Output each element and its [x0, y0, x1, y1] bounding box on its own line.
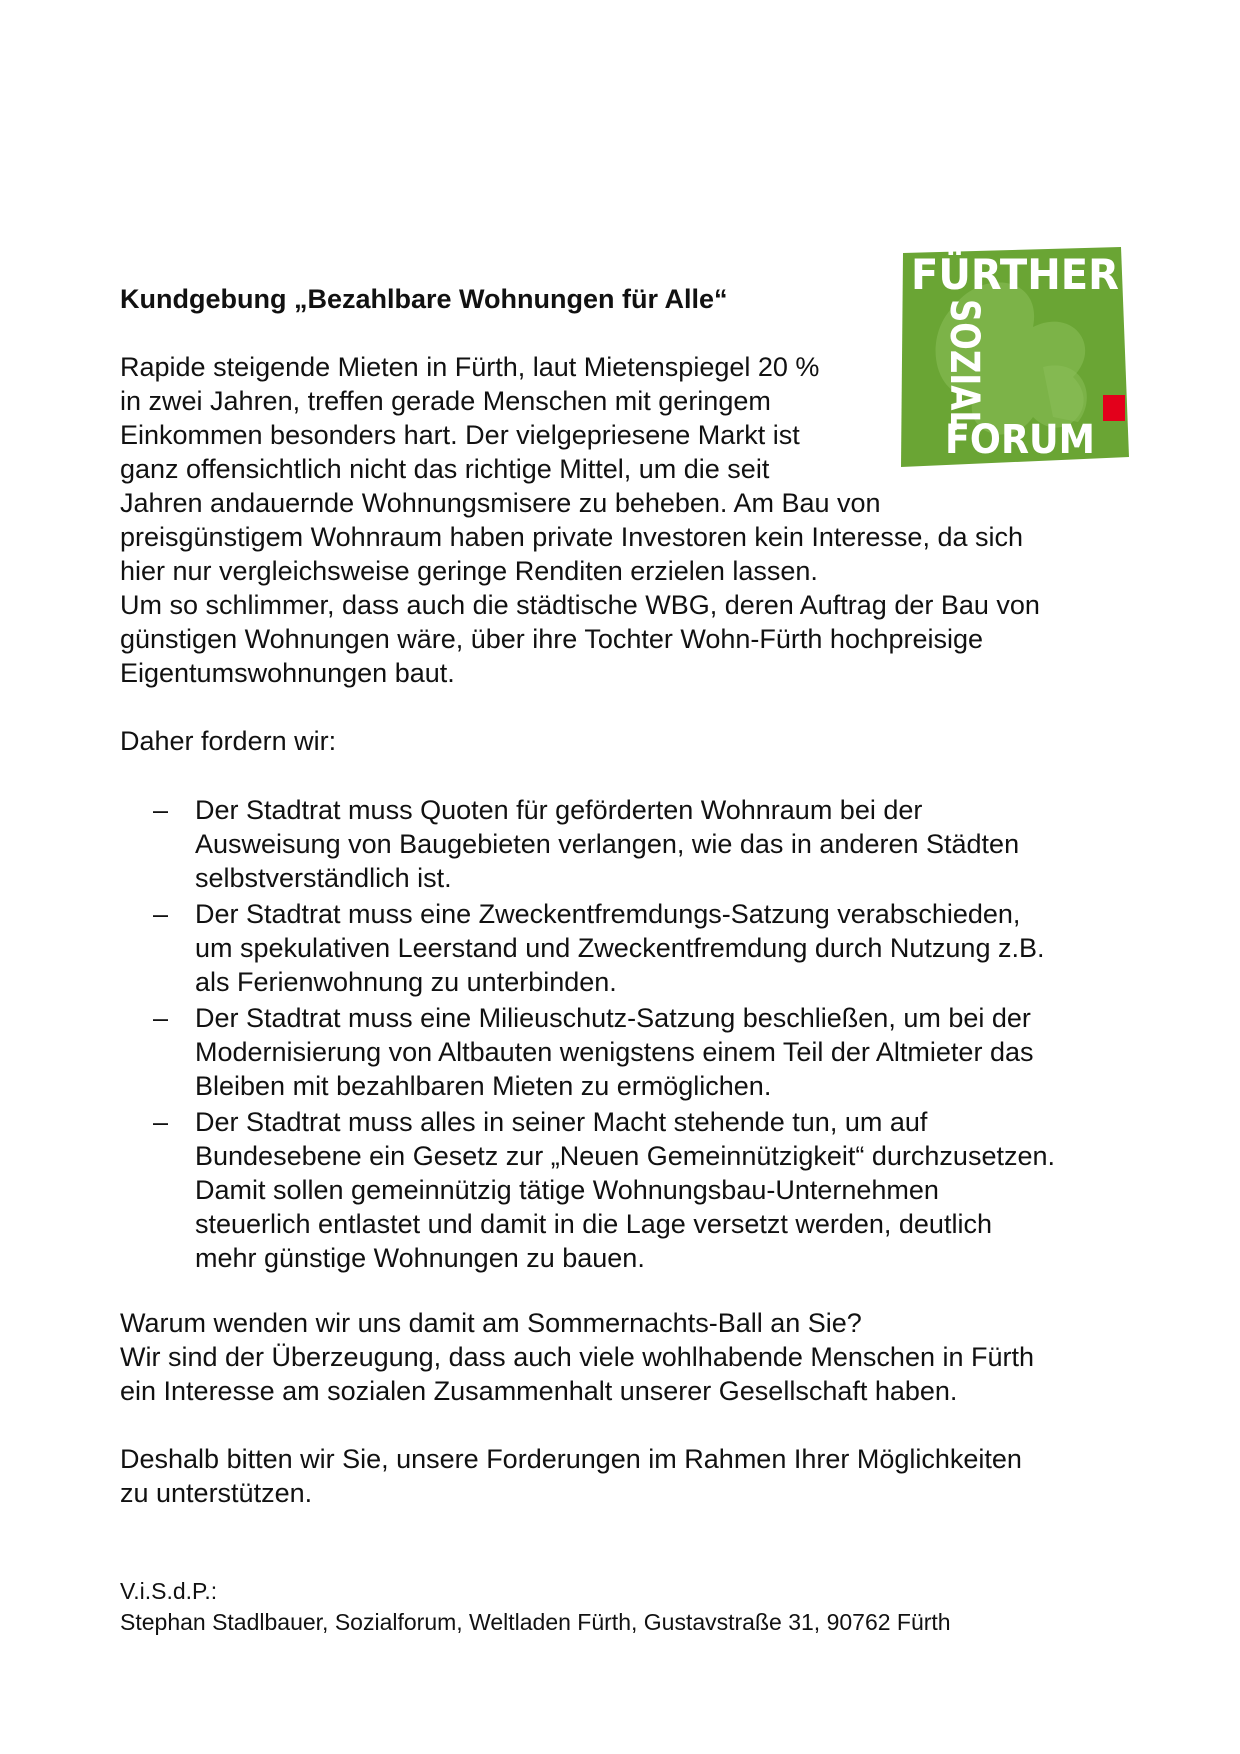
intro-line: ganz offensichtlich nicht das richtige Mittel, um die seit — [120, 454, 770, 484]
list-item-line: mehr günstige Wohnungen zu bauen. — [195, 1243, 645, 1273]
list-item-line: Der Stadtrat muss eine Milieuschutz-Satzung beschließen, um bei der — [195, 1003, 1031, 1033]
intro-line: Um so schlimmer, dass auch die städtische WBG, deren Auftrag der Bau von — [120, 590, 1040, 620]
dash-bullet: – — [153, 899, 169, 929]
demands-heading: Daher fordern wir: — [120, 726, 337, 756]
dash-bullet: – — [153, 1003, 169, 1033]
intro-line: Jahren andauernde Wohnungsmisere zu beheben. Am Bau von — [120, 488, 881, 518]
list-item-line: als Ferienwohnung zu unterbinden. — [195, 967, 617, 997]
why-line: Warum wenden wir uns damit am Sommernachts-Ball an Sie? — [120, 1308, 862, 1338]
document-title: Kundgebung „Bezahlbare Wohnungen für Alle“ — [120, 284, 728, 314]
list-item-line: Der Stadtrat muss eine Zweckentfremdungs-Satzung verabschieden, — [195, 899, 1021, 929]
svg-text:FORUM: FORUM — [945, 417, 1095, 463]
visdp-label: V.i.S.d.P.: — [120, 1578, 218, 1604]
intro-line: Einkommen besonders hart. Der vielgepriesene Markt ist — [120, 420, 800, 450]
intro-line: Eigentumswohnungen baut. — [120, 658, 455, 688]
list-item-line: Modernisierung von Altbauten wenigstens einem Teil der Altmieter das — [195, 1037, 1034, 1067]
intro-line: Rapide steigende Mieten in Fürth, laut Mietenspiegel 20 % — [120, 352, 820, 382]
list-item-line: Bleiben mit bezahlbaren Mieten zu ermöglichen. — [195, 1071, 772, 1101]
intro-line: preisgünstigem Wohnraum haben private Investoren kein Interesse, da sich — [120, 522, 1023, 552]
svg-text:SOZIAL: SOZIAL — [941, 299, 987, 463]
intro-line: hier nur vergleichsweise geringe Renditen erzielen lassen. — [120, 556, 818, 586]
list-item-line: steuerlich entlastet und damit in die Lage versetzt werden, deutlich — [195, 1209, 992, 1239]
list-item-line: Der Stadtrat muss Quoten für geförderten Wohnraum bei der — [195, 795, 923, 825]
closing-line: zu unterstützen. — [120, 1478, 313, 1508]
list-item-line: Ausweisung von Baugebieten verlangen, wie das in anderen Städten — [195, 829, 1020, 859]
list-item-line: Der Stadtrat muss alles in seiner Macht stehende tun, um auf — [195, 1107, 928, 1137]
list-item-line: um spekulativen Leerstand und Zweckentfremdung durch Nutzung z.B. — [195, 933, 1045, 963]
list-item-line: selbstverständlich ist. — [195, 863, 452, 893]
intro-line: günstigen Wohnungen wäre, über ihre Tochter Wohn-Fürth hochpreisige — [120, 624, 984, 654]
intro-line: in zwei Jahren, treffen gerade Menschen mit geringem — [120, 386, 771, 416]
list-item-line: Damit sollen gemeinnützig tätige Wohnungsbau-Unternehmen — [195, 1175, 939, 1205]
list-item-line: Bundesebene ein Gesetz zur „Neuen Gemeinnützigkeit“ durchzusetzen. — [195, 1141, 1055, 1171]
dash-bullet: – — [153, 795, 169, 825]
why-line: Wir sind der Überzeugung, dass auch viele wohlhabende Menschen in Fürth — [120, 1342, 1035, 1372]
further-sozialforum-logo — [893, 247, 1129, 471]
closing-line: Deshalb bitten wir Sie, unsere Forderungen im Rahmen Ihrer Möglichkeiten — [120, 1444, 1022, 1474]
why-line: ein Interesse am sozialen Zusammenhalt unserer Gesellschaft haben. — [120, 1376, 958, 1406]
dash-bullet: – — [153, 1107, 169, 1137]
imprint-address: Stephan Stadlbauer, Sozialforum, Weltladen Fürth, Gustavstraße 31, 90762 Fürth — [120, 1609, 951, 1635]
svg-text:FÜRTHER: FÜRTHER — [911, 250, 1129, 299]
